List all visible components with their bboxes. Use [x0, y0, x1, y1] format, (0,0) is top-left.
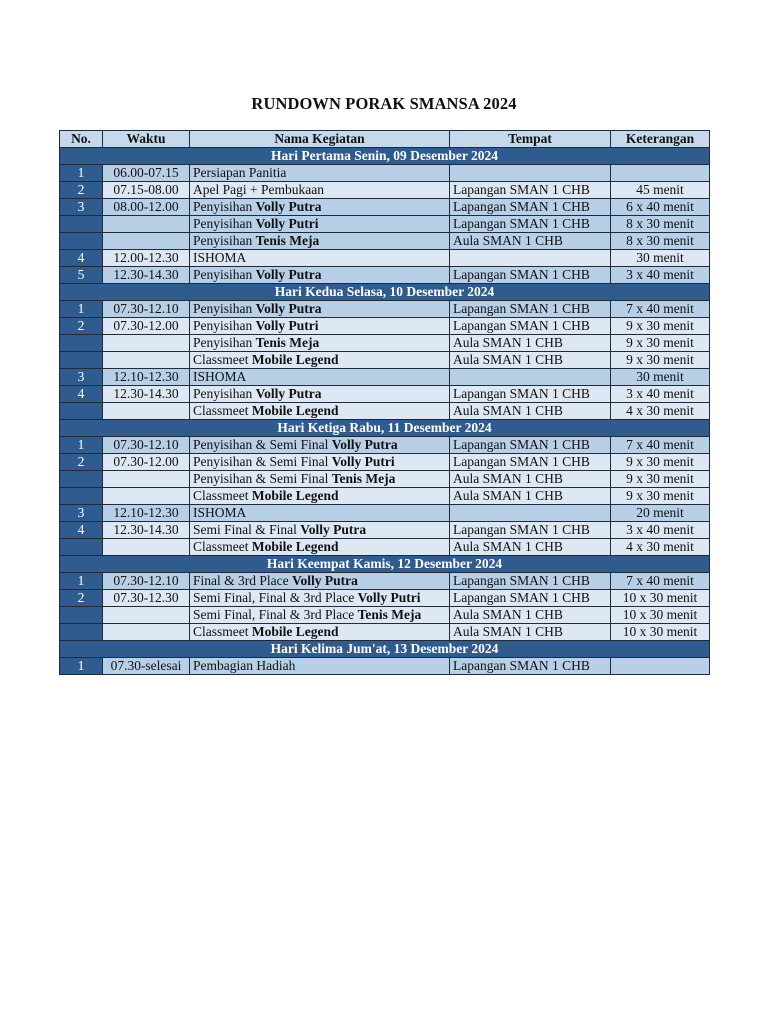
- table-row: [60, 437, 710, 454]
- table-row: [60, 250, 710, 267]
- cell-nama-kegiatan: [190, 505, 450, 522]
- cell-nama-kegiatan: [190, 352, 450, 369]
- table-row: [60, 403, 710, 420]
- cell-keterangan: 30 menit: [611, 250, 710, 267]
- header-no: No.: [60, 131, 103, 148]
- kegiatan-text: Penyisihan & Semi Final: [193, 454, 332, 469]
- kegiatan-sport: Mobile Legend: [251, 403, 339, 418]
- kegiatan-sport: Mobile Legend: [251, 539, 339, 554]
- kegiatan-sport: Volly Putra: [291, 573, 358, 588]
- kegiatan-text: Final & 3rd Place: [193, 573, 292, 588]
- cell-no: [60, 233, 103, 250]
- kegiatan-text: Classmeet: [193, 488, 252, 503]
- header-tempat: Tempat: [450, 131, 611, 148]
- cell-no: 1: [60, 301, 103, 318]
- cell-tempat: Lapangan SMAN 1 CHB: [450, 658, 611, 675]
- kegiatan-sport: Volly Putra: [255, 301, 322, 316]
- cell-nama-kegiatan: [190, 369, 450, 386]
- cell-nama-kegiatan: [190, 335, 450, 352]
- day-header-row: [60, 284, 710, 301]
- cell-waktu: [103, 352, 190, 369]
- kegiatan-sport: Volly Putri: [255, 318, 319, 333]
- cell-keterangan: 4 x 30 menit: [611, 539, 710, 556]
- kegiatan-text: Penyisihan: [193, 199, 256, 214]
- cell-waktu: 06.00-07.15: [103, 165, 190, 182]
- cell-tempat: Lapangan SMAN 1 CHB: [450, 590, 611, 607]
- cell-nama-kegiatan: [190, 386, 450, 403]
- day-header-row: [60, 420, 710, 437]
- table-row: [60, 386, 710, 403]
- kegiatan-text: Penyisihan: [193, 233, 256, 248]
- cell-tempat: Lapangan SMAN 1 CHB: [450, 437, 611, 454]
- cell-waktu: 07.30-12.10: [103, 301, 190, 318]
- cell-tempat: Aula SMAN 1 CHB: [450, 471, 611, 488]
- cell-tempat: Aula SMAN 1 CHB: [450, 352, 611, 369]
- cell-waktu: 07.30-12.00: [103, 318, 190, 335]
- kegiatan-text: Penyisihan: [193, 318, 256, 333]
- table-row: [60, 488, 710, 505]
- kegiatan-text: Semi Final, Final & 3rd Place: [193, 607, 358, 622]
- day-header-label: Hari Keempat Kamis, 12 Desember 2024: [60, 556, 710, 573]
- cell-keterangan: 9 x 30 menit: [611, 335, 710, 352]
- cell-tempat: Lapangan SMAN 1 CHB: [450, 301, 611, 318]
- kegiatan-sport: Volly Putri: [255, 216, 319, 231]
- cell-tempat: [450, 250, 611, 267]
- kegiatan-sport: Tenis Meja: [331, 471, 396, 486]
- cell-tempat: Aula SMAN 1 CHB: [450, 403, 611, 420]
- cell-no: [60, 488, 103, 505]
- cell-waktu: [103, 607, 190, 624]
- day-header-row: [60, 148, 710, 165]
- kegiatan-sport: Volly Putra: [331, 437, 398, 452]
- cell-waktu: [103, 471, 190, 488]
- kegiatan-text: Persiapan Panitia: [193, 165, 287, 180]
- cell-nama-kegiatan: [190, 658, 450, 675]
- cell-nama-kegiatan: [190, 199, 450, 216]
- cell-no: [60, 607, 103, 624]
- kegiatan-text: Penyisihan: [193, 267, 256, 282]
- table-body: [60, 148, 710, 675]
- cell-waktu: 07.15-08.00: [103, 182, 190, 199]
- kegiatan-text: Pembagian Hadiah: [193, 658, 296, 673]
- kegiatan-text: Apel Pagi + Pembukaan: [193, 182, 324, 197]
- cell-keterangan: 8 x 30 menit: [611, 233, 710, 250]
- cell-no: 1: [60, 437, 103, 454]
- cell-no: 3: [60, 505, 103, 522]
- table-row: [60, 301, 710, 318]
- cell-nama-kegiatan: [190, 318, 450, 335]
- cell-keterangan: [611, 658, 710, 675]
- day-header-row: [60, 556, 710, 573]
- cell-waktu: 07.30-12.00: [103, 454, 190, 471]
- cell-no: [60, 403, 103, 420]
- header-nama-kegiatan: Nama Kegiatan: [190, 131, 450, 148]
- cell-nama-kegiatan: [190, 590, 450, 607]
- cell-waktu: 08.00-12.00: [103, 199, 190, 216]
- cell-waktu: [103, 624, 190, 641]
- cell-tempat: [450, 505, 611, 522]
- kegiatan-sport: Tenis Meja: [255, 233, 320, 248]
- table-row: [60, 590, 710, 607]
- cell-no: [60, 539, 103, 556]
- kegiatan-text: Penyisihan: [193, 301, 256, 316]
- cell-no: 4: [60, 386, 103, 403]
- cell-no: 2: [60, 318, 103, 335]
- cell-tempat: Lapangan SMAN 1 CHB: [450, 573, 611, 590]
- table-row: [60, 658, 710, 675]
- day-header-label: Hari Ketiga Rabu, 11 Desember 2024: [60, 420, 710, 437]
- cell-no: 2: [60, 590, 103, 607]
- cell-nama-kegiatan: [190, 216, 450, 233]
- cell-keterangan: 9 x 30 menit: [611, 488, 710, 505]
- kegiatan-text: ISHOMA: [193, 369, 247, 384]
- cell-keterangan: 30 menit: [611, 369, 710, 386]
- day-header-label: Hari Pertama Senin, 09 Desember 2024: [60, 148, 710, 165]
- kegiatan-text: Penyisihan & Semi Final: [193, 437, 332, 452]
- kegiatan-text: Classmeet: [193, 624, 252, 639]
- kegiatan-text: Semi Final & Final: [193, 522, 301, 537]
- kegiatan-sport: Volly Putra: [255, 199, 322, 214]
- cell-keterangan: 7 x 40 menit: [611, 301, 710, 318]
- kegiatan-text: Classmeet: [193, 352, 252, 367]
- cell-keterangan: 10 x 30 menit: [611, 590, 710, 607]
- table-row: [60, 505, 710, 522]
- table-row: [60, 522, 710, 539]
- cell-no: [60, 216, 103, 233]
- cell-keterangan: 9 x 30 menit: [611, 454, 710, 471]
- cell-tempat: Aula SMAN 1 CHB: [450, 335, 611, 352]
- cell-nama-kegiatan: [190, 233, 450, 250]
- cell-tempat: [450, 369, 611, 386]
- cell-keterangan: 3 x 40 menit: [611, 386, 710, 403]
- cell-nama-kegiatan: [190, 607, 450, 624]
- cell-nama-kegiatan: [190, 624, 450, 641]
- kegiatan-text: Penyisihan & Semi Final: [193, 471, 332, 486]
- cell-waktu: 12.10-12.30: [103, 369, 190, 386]
- cell-nama-kegiatan: [190, 539, 450, 556]
- kegiatan-sport: Volly Putra: [300, 522, 367, 537]
- cell-no: [60, 471, 103, 488]
- table-row: [60, 233, 710, 250]
- cell-waktu: [103, 335, 190, 352]
- kegiatan-text: Penyisihan: [193, 216, 256, 231]
- cell-nama-kegiatan: [190, 301, 450, 318]
- day-header-label: Hari Kedua Selasa, 10 Desember 2024: [60, 284, 710, 301]
- table-row: [60, 624, 710, 641]
- day-header-label: Hari Kelima Jum'at, 13 Desember 2024: [60, 641, 710, 658]
- cell-nama-kegiatan: [190, 522, 450, 539]
- cell-waktu: 12.30-14.30: [103, 267, 190, 284]
- table-row: [60, 165, 710, 182]
- rundown-table: [59, 130, 710, 675]
- page-title: RUNDOWN PORAK SMANSA 2024: [251, 94, 517, 113]
- cell-keterangan: 8 x 30 menit: [611, 216, 710, 233]
- cell-nama-kegiatan: [190, 488, 450, 505]
- cell-tempat: Aula SMAN 1 CHB: [450, 607, 611, 624]
- cell-no: 5: [60, 267, 103, 284]
- cell-waktu: 12.30-14.30: [103, 522, 190, 539]
- cell-waktu: [103, 488, 190, 505]
- cell-tempat: Lapangan SMAN 1 CHB: [450, 454, 611, 471]
- cell-no: 1: [60, 573, 103, 590]
- cell-keterangan: 4 x 30 menit: [611, 403, 710, 420]
- cell-keterangan: 10 x 30 menit: [611, 607, 710, 624]
- cell-tempat: Aula SMAN 1 CHB: [450, 624, 611, 641]
- table-row: [60, 573, 710, 590]
- table-row: [60, 607, 710, 624]
- header-waktu: Waktu: [103, 131, 190, 148]
- table-row: [60, 199, 710, 216]
- cell-waktu: 07.30-12.10: [103, 573, 190, 590]
- cell-waktu: 12.30-14.30: [103, 386, 190, 403]
- cell-no: 4: [60, 522, 103, 539]
- cell-no: 3: [60, 369, 103, 386]
- cell-nama-kegiatan: [190, 182, 450, 199]
- cell-no: [60, 352, 103, 369]
- cell-tempat: [450, 165, 611, 182]
- cell-tempat: Lapangan SMAN 1 CHB: [450, 386, 611, 403]
- kegiatan-sport: Volly Putri: [331, 454, 395, 469]
- cell-tempat: Lapangan SMAN 1 CHB: [450, 318, 611, 335]
- cell-nama-kegiatan: [190, 573, 450, 590]
- cell-nama-kegiatan: [190, 454, 450, 471]
- cell-keterangan: 3 x 40 menit: [611, 267, 710, 284]
- cell-waktu: 07.30-selesai: [103, 658, 190, 675]
- table-row: [60, 318, 710, 335]
- cell-keterangan: 10 x 30 menit: [611, 624, 710, 641]
- cell-keterangan: 9 x 30 menit: [611, 471, 710, 488]
- cell-keterangan: 9 x 30 menit: [611, 318, 710, 335]
- kegiatan-sport: Tenis Meja: [357, 607, 422, 622]
- table-row: [60, 182, 710, 199]
- table-row: [60, 216, 710, 233]
- table-row: [60, 352, 710, 369]
- cell-tempat: Aula SMAN 1 CHB: [450, 233, 611, 250]
- cell-waktu: [103, 233, 190, 250]
- table-row: [60, 267, 710, 284]
- cell-nama-kegiatan: [190, 471, 450, 488]
- table-row: [60, 539, 710, 556]
- table-row: [60, 369, 710, 386]
- table-row: [60, 471, 710, 488]
- cell-nama-kegiatan: [190, 165, 450, 182]
- cell-no: 4: [60, 250, 103, 267]
- cell-keterangan: 9 x 30 menit: [611, 352, 710, 369]
- cell-tempat: Lapangan SMAN 1 CHB: [450, 199, 611, 216]
- cell-keterangan: 3 x 40 menit: [611, 522, 710, 539]
- cell-waktu: 07.30-12.10: [103, 437, 190, 454]
- cell-waktu: [103, 539, 190, 556]
- cell-keterangan: 7 x 40 menit: [611, 437, 710, 454]
- kegiatan-sport: Tenis Meja: [255, 335, 320, 350]
- kegiatan-sport: Volly Putra: [255, 386, 322, 401]
- cell-nama-kegiatan: [190, 403, 450, 420]
- cell-waktu: [103, 216, 190, 233]
- cell-no: 1: [60, 658, 103, 675]
- kegiatan-sport: Mobile Legend: [251, 488, 339, 503]
- cell-no: 3: [60, 199, 103, 216]
- table-row: [60, 335, 710, 352]
- day-header-row: [60, 641, 710, 658]
- cell-keterangan: [611, 165, 710, 182]
- cell-keterangan: 6 x 40 menit: [611, 199, 710, 216]
- cell-no: [60, 624, 103, 641]
- cell-tempat: Lapangan SMAN 1 CHB: [450, 216, 611, 233]
- kegiatan-text: Penyisihan: [193, 386, 256, 401]
- cell-nama-kegiatan: [190, 267, 450, 284]
- cell-tempat: Lapangan SMAN 1 CHB: [450, 267, 611, 284]
- kegiatan-sport: Volly Putri: [357, 590, 421, 605]
- kegiatan-text: Penyisihan: [193, 335, 256, 350]
- kegiatan-text: Classmeet: [193, 539, 252, 554]
- cell-no: 1: [60, 165, 103, 182]
- cell-waktu: 12.00-12.30: [103, 250, 190, 267]
- kegiatan-sport: Mobile Legend: [251, 624, 339, 639]
- cell-nama-kegiatan: [190, 250, 450, 267]
- table-row: [60, 454, 710, 471]
- cell-no: 2: [60, 454, 103, 471]
- cell-tempat: Lapangan SMAN 1 CHB: [450, 182, 611, 199]
- cell-no: 2: [60, 182, 103, 199]
- kegiatan-text: Semi Final, Final & 3rd Place: [193, 590, 358, 605]
- cell-waktu: 12.10-12.30: [103, 505, 190, 522]
- cell-keterangan: 20 menit: [611, 505, 710, 522]
- kegiatan-text: Classmeet: [193, 403, 252, 418]
- cell-no: [60, 335, 103, 352]
- cell-tempat: Aula SMAN 1 CHB: [450, 539, 611, 556]
- cell-nama-kegiatan: [190, 437, 450, 454]
- kegiatan-text: ISHOMA: [193, 250, 247, 265]
- kegiatan-text: ISHOMA: [193, 505, 247, 520]
- header-keterangan: Keterangan: [611, 131, 710, 148]
- cell-keterangan: 45 menit: [611, 182, 710, 199]
- cell-tempat: Aula SMAN 1 CHB: [450, 488, 611, 505]
- cell-tempat: Lapangan SMAN 1 CHB: [450, 522, 611, 539]
- cell-waktu: [103, 403, 190, 420]
- kegiatan-sport: Mobile Legend: [251, 352, 339, 367]
- table-header-row: [60, 131, 710, 148]
- cell-waktu: 07.30-12.30: [103, 590, 190, 607]
- kegiatan-sport: Volly Putra: [255, 267, 322, 282]
- cell-keterangan: 7 x 40 menit: [611, 573, 710, 590]
